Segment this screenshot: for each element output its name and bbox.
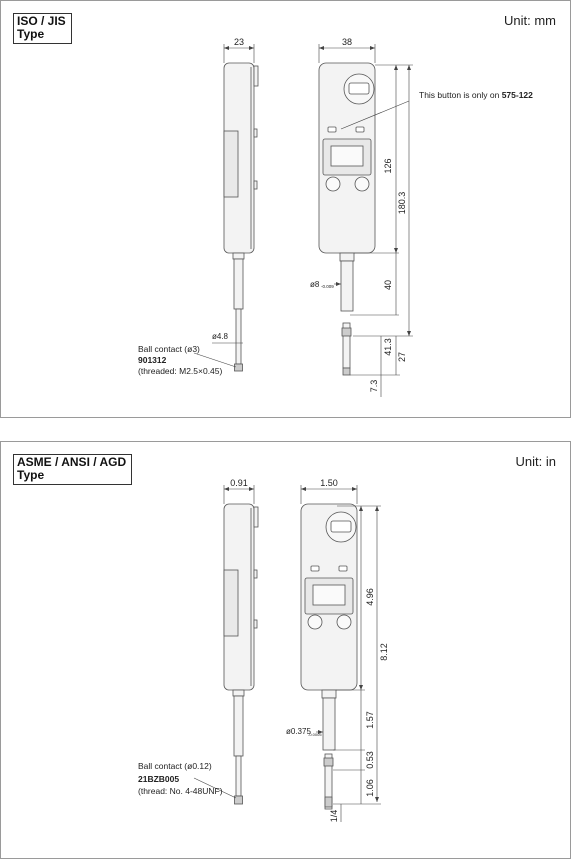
contact-title: Ball contact (ø3) <box>138 344 200 354</box>
dim-side-width: 0.91 <box>230 478 248 488</box>
dim-upper-body: 4.96 <box>365 588 375 606</box>
type-label: Type <box>17 27 45 41</box>
dim-side-width: 23 <box>233 37 245 47</box>
dim-spindle-diameter: ø4.8 <box>212 332 229 341</box>
contact-thread: (threaded: M2.5×0.45) <box>138 366 223 376</box>
metric-drawing <box>1 1 572 419</box>
standard-label: ISO / JIS <box>17 14 66 28</box>
dim-front-width: 1.50 <box>320 478 338 488</box>
button-note: This button is only on 575-122 <box>419 90 533 100</box>
unit-label: Unit: mm <box>504 13 556 28</box>
dim-stroke: 27 <box>397 351 407 363</box>
metric-panel <box>0 0 571 418</box>
dim-contact: 7.3 <box>369 379 379 393</box>
front-view <box>301 504 357 809</box>
dim-total: 180.3 <box>397 191 407 215</box>
dim-total: 8.12 <box>379 643 389 661</box>
standard-label: ASME / ANSI / AGD <box>17 455 127 469</box>
inch-drawing <box>1 442 572 860</box>
dim-contact: 1/4 <box>329 809 339 823</box>
contact-part-number: 901312 <box>138 355 167 365</box>
dim-front-width: 38 <box>341 37 353 47</box>
dim-spindle: 0.53 <box>365 751 375 769</box>
dim-stem-length: 1.57 <box>365 711 375 729</box>
side-view <box>224 63 258 371</box>
front-view <box>319 63 375 375</box>
dim-stem-diameter: ø0.375 <box>286 727 311 736</box>
dim-stem-length: 40 <box>383 279 393 291</box>
contact-title: Ball contact (ø0.12) <box>138 761 212 771</box>
dim-stroke: 1.06 <box>365 779 375 797</box>
dim-stem-tolerance: -0.009 <box>321 284 334 289</box>
contact-thread: (thread: No. 4-48UNF) <box>138 786 223 796</box>
unit-label: Unit: in <box>515 454 556 469</box>
side-view <box>224 504 258 804</box>
dim-upper-body: 126 <box>383 158 393 174</box>
dim-stem-diameter: ø8 <box>310 280 320 289</box>
contact-part-number: 21BZB005 <box>138 774 180 784</box>
type-label: Type <box>17 468 45 482</box>
inch-panel <box>0 441 571 859</box>
dim-stem-tolerance: -0.0005 <box>308 732 322 737</box>
dim-spindle: 41.3 <box>383 338 393 356</box>
